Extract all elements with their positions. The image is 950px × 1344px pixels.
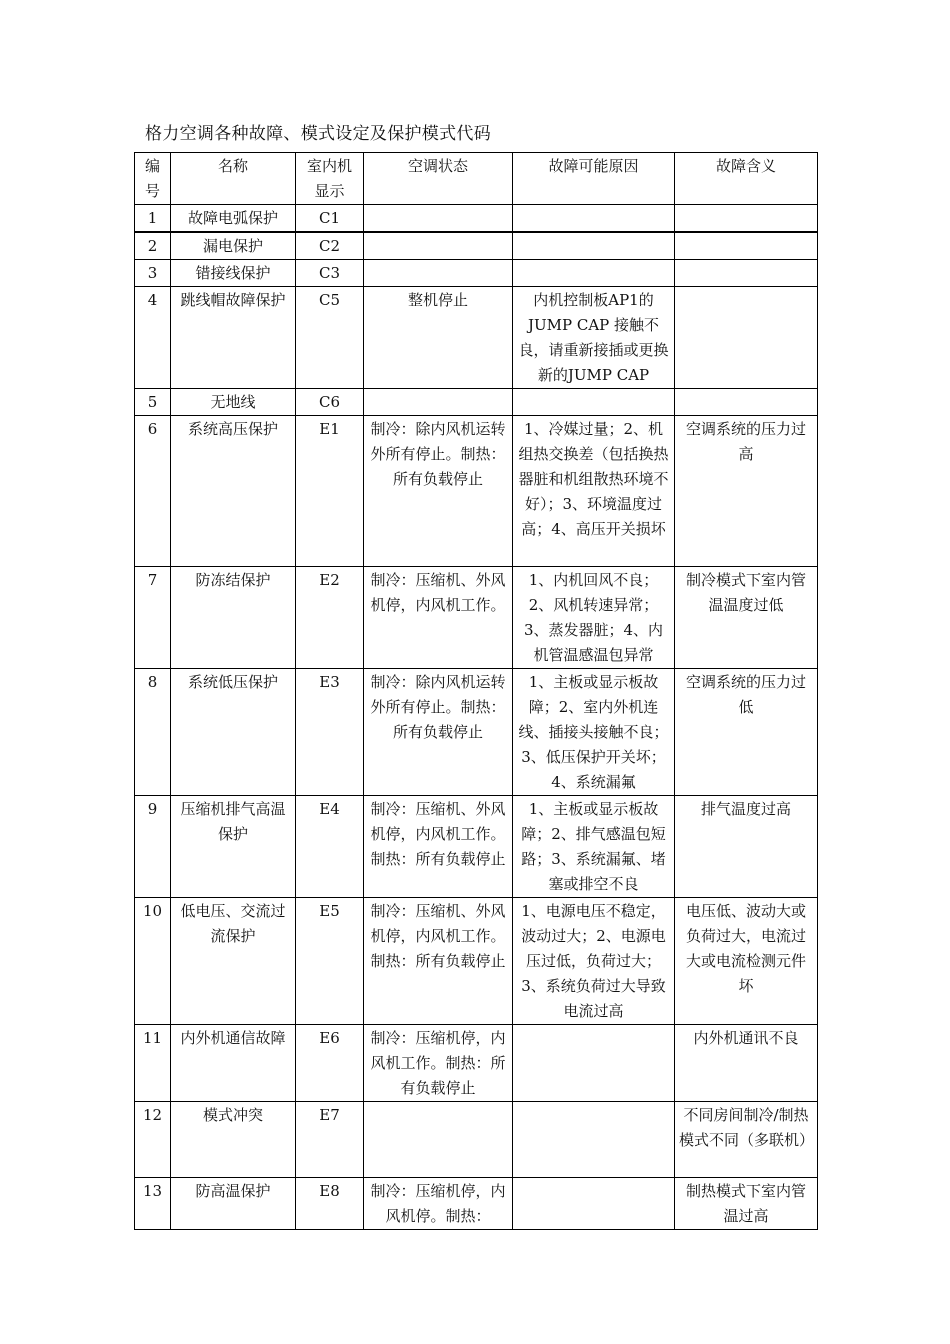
table-row xyxy=(135,898,818,1025)
document-title: 格力空调各种故障、模式设定及保护模式代码 xyxy=(145,124,491,144)
row-number: 13 xyxy=(135,1178,171,1230)
row-meaning: 电压低、波动大或负荷过大，电流过大或电流检测元件坏 xyxy=(675,898,818,1025)
row-cause: 内机控制板AP1的JUMP CAP 接触不良，请重新接插或更换新的JUMP CAP xyxy=(513,287,675,389)
row-state: 制冷：压缩机、外风机停，内风机工作。制热：所有负载停止 xyxy=(364,898,513,1025)
row-meaning xyxy=(675,260,818,287)
table-row xyxy=(135,1178,818,1230)
row-cause: 1、内机回风不良；2、风机转速异常；3、蒸发器脏；4、内机管温感温包异常 xyxy=(513,567,675,669)
row-code: E4 xyxy=(296,796,364,898)
row-meaning: 制冷模式下室内管温温度过低 xyxy=(675,567,818,669)
row-code: E5 xyxy=(296,898,364,1025)
table-row xyxy=(135,232,818,260)
table-row xyxy=(135,287,818,389)
row-code: E2 xyxy=(296,567,364,669)
row-name: 跳线帽故障保护 xyxy=(171,287,296,389)
row-code: E1 xyxy=(296,416,364,567)
row-cause: 1、冷媒过量；2、机组热交换差（包括换热器脏和机组散热环境不好）；3、环境温度过高；4、高压开关损坏 xyxy=(513,416,675,567)
row-meaning xyxy=(675,389,818,416)
table-header-row xyxy=(135,153,818,205)
row-meaning: 排气温度过高 xyxy=(675,796,818,898)
row-state: 制冷：压缩机、外风机停，内风机工作。 xyxy=(364,567,513,669)
row-name: 压缩机排气高温保护 xyxy=(171,796,296,898)
row-state xyxy=(364,389,513,416)
header-meaning: 故障含义 xyxy=(675,153,818,205)
row-state: 制冷：压缩机停，内风机停。制热： xyxy=(364,1178,513,1230)
row-meaning: 空调系统的压力过高 xyxy=(675,416,818,567)
row-code: E3 xyxy=(296,669,364,796)
table-row xyxy=(135,1102,818,1178)
row-number: 9 xyxy=(135,796,171,898)
row-state xyxy=(364,1102,513,1178)
row-number: 4 xyxy=(135,287,171,389)
row-meaning: 内外机通讯不良 xyxy=(675,1025,818,1102)
header-ac-state: 空调状态 xyxy=(364,153,513,205)
row-code: C5 xyxy=(296,287,364,389)
row-cause xyxy=(513,1178,675,1230)
row-cause xyxy=(513,1025,675,1102)
row-cause xyxy=(513,205,675,233)
row-state: 制冷：压缩机停，内风机工作。制热：所有负载停止 xyxy=(364,1025,513,1102)
row-name: 低电压、交流过流保护 xyxy=(171,898,296,1025)
row-number: 8 xyxy=(135,669,171,796)
row-number: 6 xyxy=(135,416,171,567)
header-number: 编号 xyxy=(135,153,171,205)
row-state: 制冷：除内风机运转外所有停止。制热：所有负载停止 xyxy=(364,669,513,796)
row-cause xyxy=(513,232,675,260)
row-meaning: 制热模式下室内管温过高 xyxy=(675,1178,818,1230)
row-number: 2 xyxy=(135,232,171,260)
row-number: 11 xyxy=(135,1025,171,1102)
header-indoor-display: 室内机显示 xyxy=(296,153,364,205)
row-state xyxy=(364,232,513,260)
table-row xyxy=(135,205,818,233)
row-name: 无地线 xyxy=(171,389,296,416)
row-cause: 1、主板或显示板故障；2、排气感温包短路；3、系统漏氟、堵塞或排空不良 xyxy=(513,796,675,898)
row-meaning xyxy=(675,287,818,389)
row-number: 5 xyxy=(135,389,171,416)
row-code: E8 xyxy=(296,1178,364,1230)
row-number: 1 xyxy=(135,205,171,233)
row-name: 故障电弧保护 xyxy=(171,205,296,233)
row-code: C1 xyxy=(296,205,364,233)
row-code: C3 xyxy=(296,260,364,287)
row-cause: 1、电源电压不稳定，波动过大；2、电源电压过低，负荷过大；3、系统负荷过大导致电流过高 xyxy=(513,898,675,1025)
row-number: 3 xyxy=(135,260,171,287)
table-row xyxy=(135,669,818,796)
row-code: E7 xyxy=(296,1102,364,1178)
row-cause xyxy=(513,260,675,287)
table-row xyxy=(135,567,818,669)
row-cause xyxy=(513,1102,675,1178)
table-row xyxy=(135,1025,818,1102)
row-state: 制冷：压缩机、外风机停，内风机工作。制热：所有负载停止 xyxy=(364,796,513,898)
row-cause: 1、主板或显示板故障；2、室内外机连线、插接头接触不良；3、低压保护开关坏；4、系统漏氟 xyxy=(513,669,675,796)
row-name: 防高温保护 xyxy=(171,1178,296,1230)
row-name: 防冻结保护 xyxy=(171,567,296,669)
row-meaning xyxy=(675,232,818,260)
table-row xyxy=(135,260,818,287)
row-meaning xyxy=(675,205,818,233)
row-state xyxy=(364,205,513,233)
table-row xyxy=(135,416,818,567)
row-code: E6 xyxy=(296,1025,364,1102)
row-code: C6 xyxy=(296,389,364,416)
row-name: 内外机通信故障 xyxy=(171,1025,296,1102)
row-number: 12 xyxy=(135,1102,171,1178)
table-row xyxy=(135,796,818,898)
row-cause xyxy=(513,389,675,416)
header-name: 名称 xyxy=(171,153,296,205)
row-state xyxy=(364,260,513,287)
table-row xyxy=(135,389,818,416)
row-name: 错接线保护 xyxy=(171,260,296,287)
row-name: 漏电保护 xyxy=(171,232,296,260)
row-name: 模式冲突 xyxy=(171,1102,296,1178)
row-number: 10 xyxy=(135,898,171,1025)
header-possible-cause: 故障可能原因 xyxy=(513,153,675,205)
row-number: 7 xyxy=(135,567,171,669)
row-meaning: 不同房间制冷/制热模式不同（多联机） xyxy=(675,1102,818,1178)
row-state: 制冷：除内风机运转外所有停止。制热：所有负载停止 xyxy=(364,416,513,567)
row-code: C2 xyxy=(296,232,364,260)
row-state: 整机停止 xyxy=(364,287,513,389)
row-name: 系统高压保护 xyxy=(171,416,296,567)
row-name: 系统低压保护 xyxy=(171,669,296,796)
row-meaning: 空调系统的压力过低 xyxy=(675,669,818,796)
fault-code-table xyxy=(134,152,818,1230)
